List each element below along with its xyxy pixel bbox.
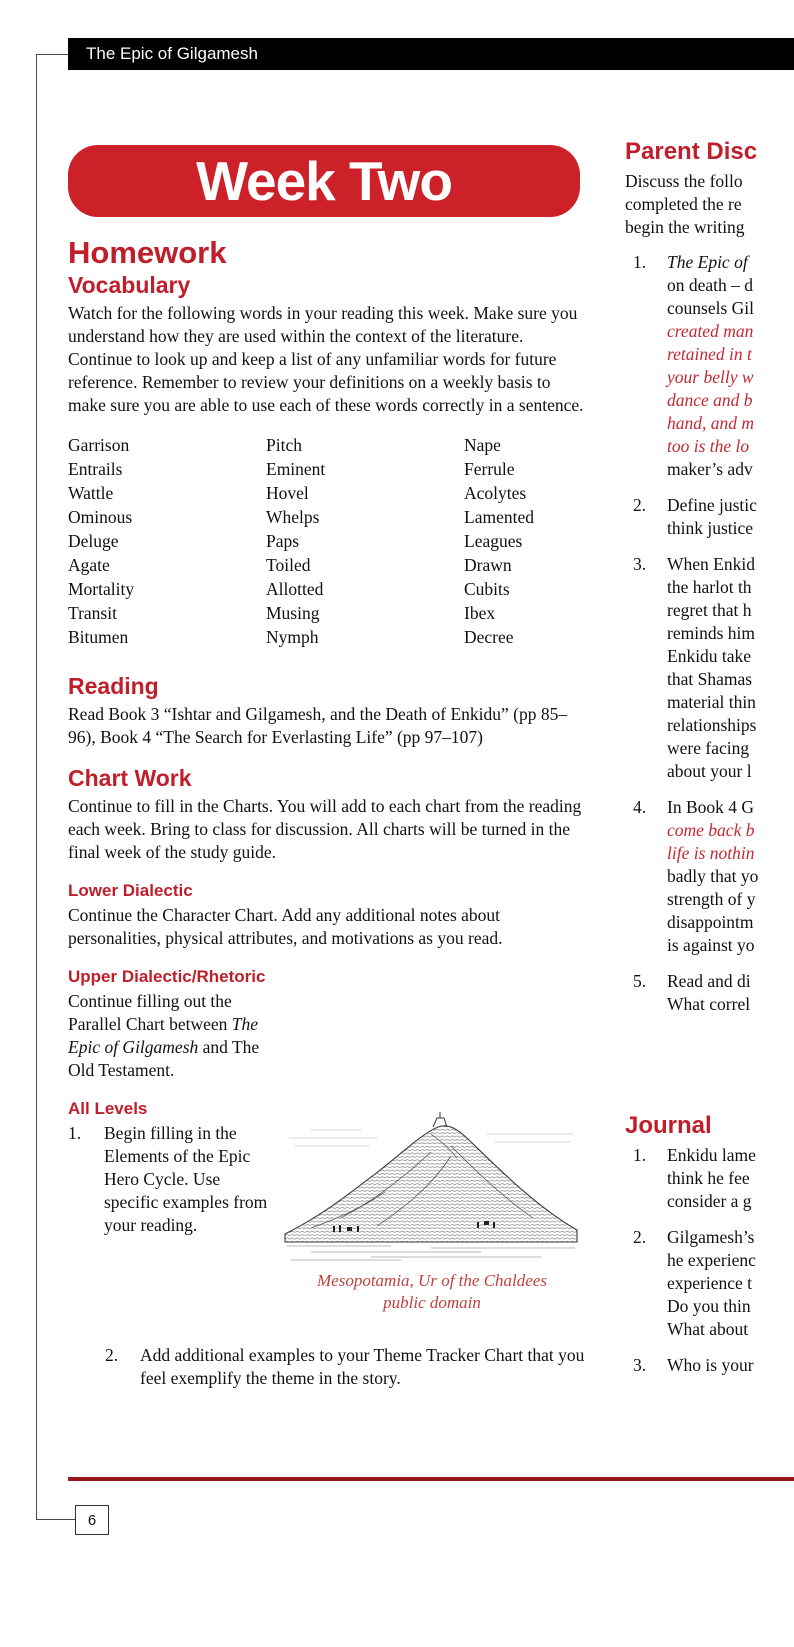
header-bar bbox=[68, 38, 794, 70]
item-line: hand, and m bbox=[667, 413, 755, 433]
item-lines bbox=[667, 970, 751, 1016]
item-number: 2. bbox=[633, 1227, 647, 1247]
vocab-word: Allotted bbox=[266, 579, 324, 599]
vocab-word: Mortality bbox=[68, 579, 135, 599]
figure bbox=[281, 1094, 583, 1314]
trim-line-vertical bbox=[36, 54, 37, 1519]
upper-dialectic-heading: Upper Dialectic/Rhetoric bbox=[68, 967, 266, 986]
item-lines bbox=[667, 1354, 754, 1377]
item-text: Begin filling in the Elements of the Epic Hero Cycle. Use specific examples from your reading. bbox=[104, 1123, 268, 1235]
intro-line: begin the writing bbox=[625, 217, 745, 237]
item-line: Enkidu take bbox=[667, 646, 752, 666]
vocab-word: Eminent bbox=[266, 459, 326, 479]
item-number: 2. bbox=[633, 495, 647, 515]
vocab-word: Hovel bbox=[266, 483, 309, 503]
figure-caption-line2: public domain bbox=[383, 1293, 481, 1312]
text-part: and The Old Testament. bbox=[68, 1037, 260, 1080]
all-levels-item-2 bbox=[105, 1344, 610, 1390]
item-number: 2. bbox=[105, 1345, 119, 1365]
vocab-word: Nape bbox=[464, 435, 501, 455]
vocab-word: Wattle bbox=[68, 483, 114, 503]
vocab-word: Decree bbox=[464, 627, 514, 647]
journal-heading: Journal bbox=[625, 1112, 712, 1139]
item-line: that Shamas bbox=[667, 669, 753, 689]
item-number: 1. bbox=[633, 252, 647, 272]
item-line: Gilgamesh’s bbox=[667, 1227, 755, 1247]
item-line: retained in t bbox=[667, 344, 752, 364]
item-line: When Enkid bbox=[667, 554, 755, 574]
item-lines bbox=[667, 553, 756, 783]
page-number: 6 bbox=[87, 1511, 97, 1529]
item-line: consider a g bbox=[667, 1191, 752, 1211]
split-row bbox=[68, 966, 585, 1314]
item-line: come back b bbox=[667, 820, 755, 840]
all-levels-heading: All Levels bbox=[68, 1099, 148, 1118]
trim-line-top bbox=[36, 54, 68, 55]
item-lines bbox=[667, 1226, 756, 1341]
item-number: 1. bbox=[633, 1145, 647, 1165]
item-line: material thin bbox=[667, 692, 756, 712]
item-line: relationships bbox=[667, 715, 757, 735]
vocab-word: Pitch bbox=[266, 435, 302, 455]
vocab-word: Garrison bbox=[68, 435, 130, 455]
list-item bbox=[625, 1226, 794, 1341]
chart-work-intro: Continue to fill in the Charts. You will add to each chart from the reading each week. Bring to class for discussion. All charts will be turned in the final week of the study guide. bbox=[68, 796, 582, 862]
journal-list bbox=[625, 1144, 794, 1377]
vocab-word: Acolytes bbox=[464, 483, 527, 503]
narrow-column bbox=[68, 966, 273, 1314]
item-text: Add additional examples to your Theme Tracker Chart that you feel exemplify the theme in the story. bbox=[140, 1345, 585, 1388]
list-item bbox=[625, 970, 794, 1016]
item-line: In Book 4 G bbox=[667, 797, 755, 817]
item-line: strength of y bbox=[667, 889, 756, 909]
upper-dialectic-text bbox=[68, 990, 273, 1082]
item-line: Enkidu lame bbox=[667, 1145, 756, 1165]
vocab-column bbox=[464, 433, 584, 649]
item-line: Who is your bbox=[667, 1355, 754, 1375]
banner-title: Week Two bbox=[196, 150, 452, 212]
vocab-word: Ominous bbox=[68, 507, 133, 527]
item-line: dance and b bbox=[667, 390, 753, 410]
parent-discussion-heading: Parent Disc bbox=[625, 138, 758, 165]
lower-dialectic-heading: Lower Dialectic bbox=[68, 881, 193, 900]
item-number: 3. bbox=[633, 1355, 647, 1375]
intro-line: Discuss the follo bbox=[625, 171, 743, 191]
reading-heading: Reading bbox=[68, 673, 159, 699]
figure-caption-line1: Mesopotamia, Ur of the Chaldees bbox=[317, 1271, 547, 1290]
vocab-word: Musing bbox=[266, 603, 320, 623]
list-item bbox=[625, 1144, 794, 1213]
vocab-column bbox=[68, 433, 266, 649]
vocab-word: Leagues bbox=[464, 531, 523, 551]
item-line: he experienc bbox=[667, 1250, 756, 1270]
intro-line: completed the re bbox=[625, 194, 742, 214]
week-banner bbox=[68, 145, 580, 217]
item-line: Read and di bbox=[667, 971, 751, 991]
vocab-word: Deluge bbox=[68, 531, 119, 551]
item-line: badly that yo bbox=[667, 866, 759, 886]
item-line: your belly w bbox=[667, 367, 754, 387]
item-lines bbox=[667, 251, 754, 481]
item-line: reminds him bbox=[667, 623, 755, 643]
list-item bbox=[625, 553, 794, 783]
item-lines bbox=[667, 796, 758, 957]
vocab-table bbox=[68, 433, 585, 649]
item-line: Do you thin bbox=[667, 1296, 751, 1316]
all-levels-item-1 bbox=[68, 1122, 273, 1237]
item-line: too is the lo bbox=[667, 436, 750, 456]
item-line: counsels Gil bbox=[667, 298, 755, 318]
lower-dialectic-text: Continue the Character Chart. Add any additional notes about personalities, physical attributes, and motivations as you read. bbox=[68, 905, 503, 948]
item-line: think he fee bbox=[667, 1168, 750, 1188]
header-title: The Epic of Gilgamesh bbox=[86, 44, 258, 63]
item-lines bbox=[667, 1144, 756, 1213]
item-line: the harlot th bbox=[667, 577, 752, 597]
text-part: Continue filling out the Parallel Chart between bbox=[68, 991, 232, 1034]
vocabulary-heading: Vocabulary bbox=[68, 272, 191, 298]
bottom-rule bbox=[68, 1477, 794, 1481]
vocab-word: Nymph bbox=[266, 627, 319, 647]
list-item bbox=[625, 796, 794, 957]
item-line: The Epic of bbox=[667, 252, 748, 272]
item-line: experience t bbox=[667, 1273, 753, 1293]
vocab-word: Cubits bbox=[464, 579, 510, 599]
item-number: 3. bbox=[633, 554, 647, 574]
item-line: were facing bbox=[667, 738, 750, 758]
item-line: is against yo bbox=[667, 935, 755, 955]
vocab-word: Entrails bbox=[68, 459, 123, 479]
homework-heading: Homework bbox=[68, 235, 227, 270]
vocab-word: Toiled bbox=[266, 555, 311, 575]
figure-caption bbox=[281, 1270, 583, 1314]
vocab-word: Drawn bbox=[464, 555, 512, 575]
vocab-word: Bitumen bbox=[68, 627, 129, 647]
vocabulary-intro: Watch for the following words in your reading this week. Make sure you understand how they are used within the context of the literature. Continue to look up and keep a list of any unfamiliar words for future reference. Remember to review your definitions on a weekly basis to make sure you are able to use each of these words correctly in a sentence. bbox=[68, 303, 584, 415]
page-number-box bbox=[75, 1505, 109, 1535]
vocab-word: Agate bbox=[68, 555, 110, 575]
item-number: 4. bbox=[633, 797, 647, 817]
vocab-word: Whelps bbox=[266, 507, 320, 527]
text-part: The Epic of Gilgamesh bbox=[68, 1014, 259, 1057]
list-item bbox=[625, 1354, 794, 1377]
item-line: life is nothin bbox=[667, 843, 755, 863]
item-number: 5. bbox=[633, 971, 647, 991]
right-column bbox=[625, 138, 794, 1390]
vocab-word: Paps bbox=[266, 531, 300, 551]
mound-engraving-image bbox=[281, 1094, 581, 1264]
vocab-column bbox=[266, 433, 464, 649]
vocab-word: Ibex bbox=[464, 603, 496, 623]
trim-line-bottom bbox=[36, 1519, 75, 1520]
item-number: 1. bbox=[68, 1123, 82, 1143]
list-item bbox=[625, 251, 794, 481]
list-item bbox=[625, 494, 794, 540]
vocab-word: Ferrule bbox=[464, 459, 515, 479]
parent-discussion-list bbox=[625, 251, 794, 1016]
vocab-word: Transit bbox=[68, 603, 117, 623]
item-line: on death – d bbox=[667, 275, 754, 295]
parent-discussion-intro bbox=[625, 170, 794, 239]
vocab-word: Lamented bbox=[464, 507, 534, 527]
item-line: Define justic bbox=[667, 495, 757, 515]
item-line: regret that h bbox=[667, 600, 752, 620]
left-column bbox=[68, 236, 585, 1390]
item-lines bbox=[667, 494, 757, 540]
item-line: What correl bbox=[667, 994, 751, 1014]
item-line: think justice bbox=[667, 518, 754, 538]
item-line: maker’s adv bbox=[667, 459, 753, 479]
item-line: What about bbox=[667, 1319, 749, 1339]
item-line: about your l bbox=[667, 761, 752, 781]
reading-text: Read Book 3 “Ishtar and Gilgamesh, and the Death of Enkidu” (pp 85–96), Book 4 “The Search for Everlasting Life” (pp 97–107) bbox=[68, 704, 568, 747]
item-line: disappointm bbox=[667, 912, 754, 932]
chart-work-heading: Chart Work bbox=[68, 765, 192, 791]
item-line: created man bbox=[667, 321, 754, 341]
